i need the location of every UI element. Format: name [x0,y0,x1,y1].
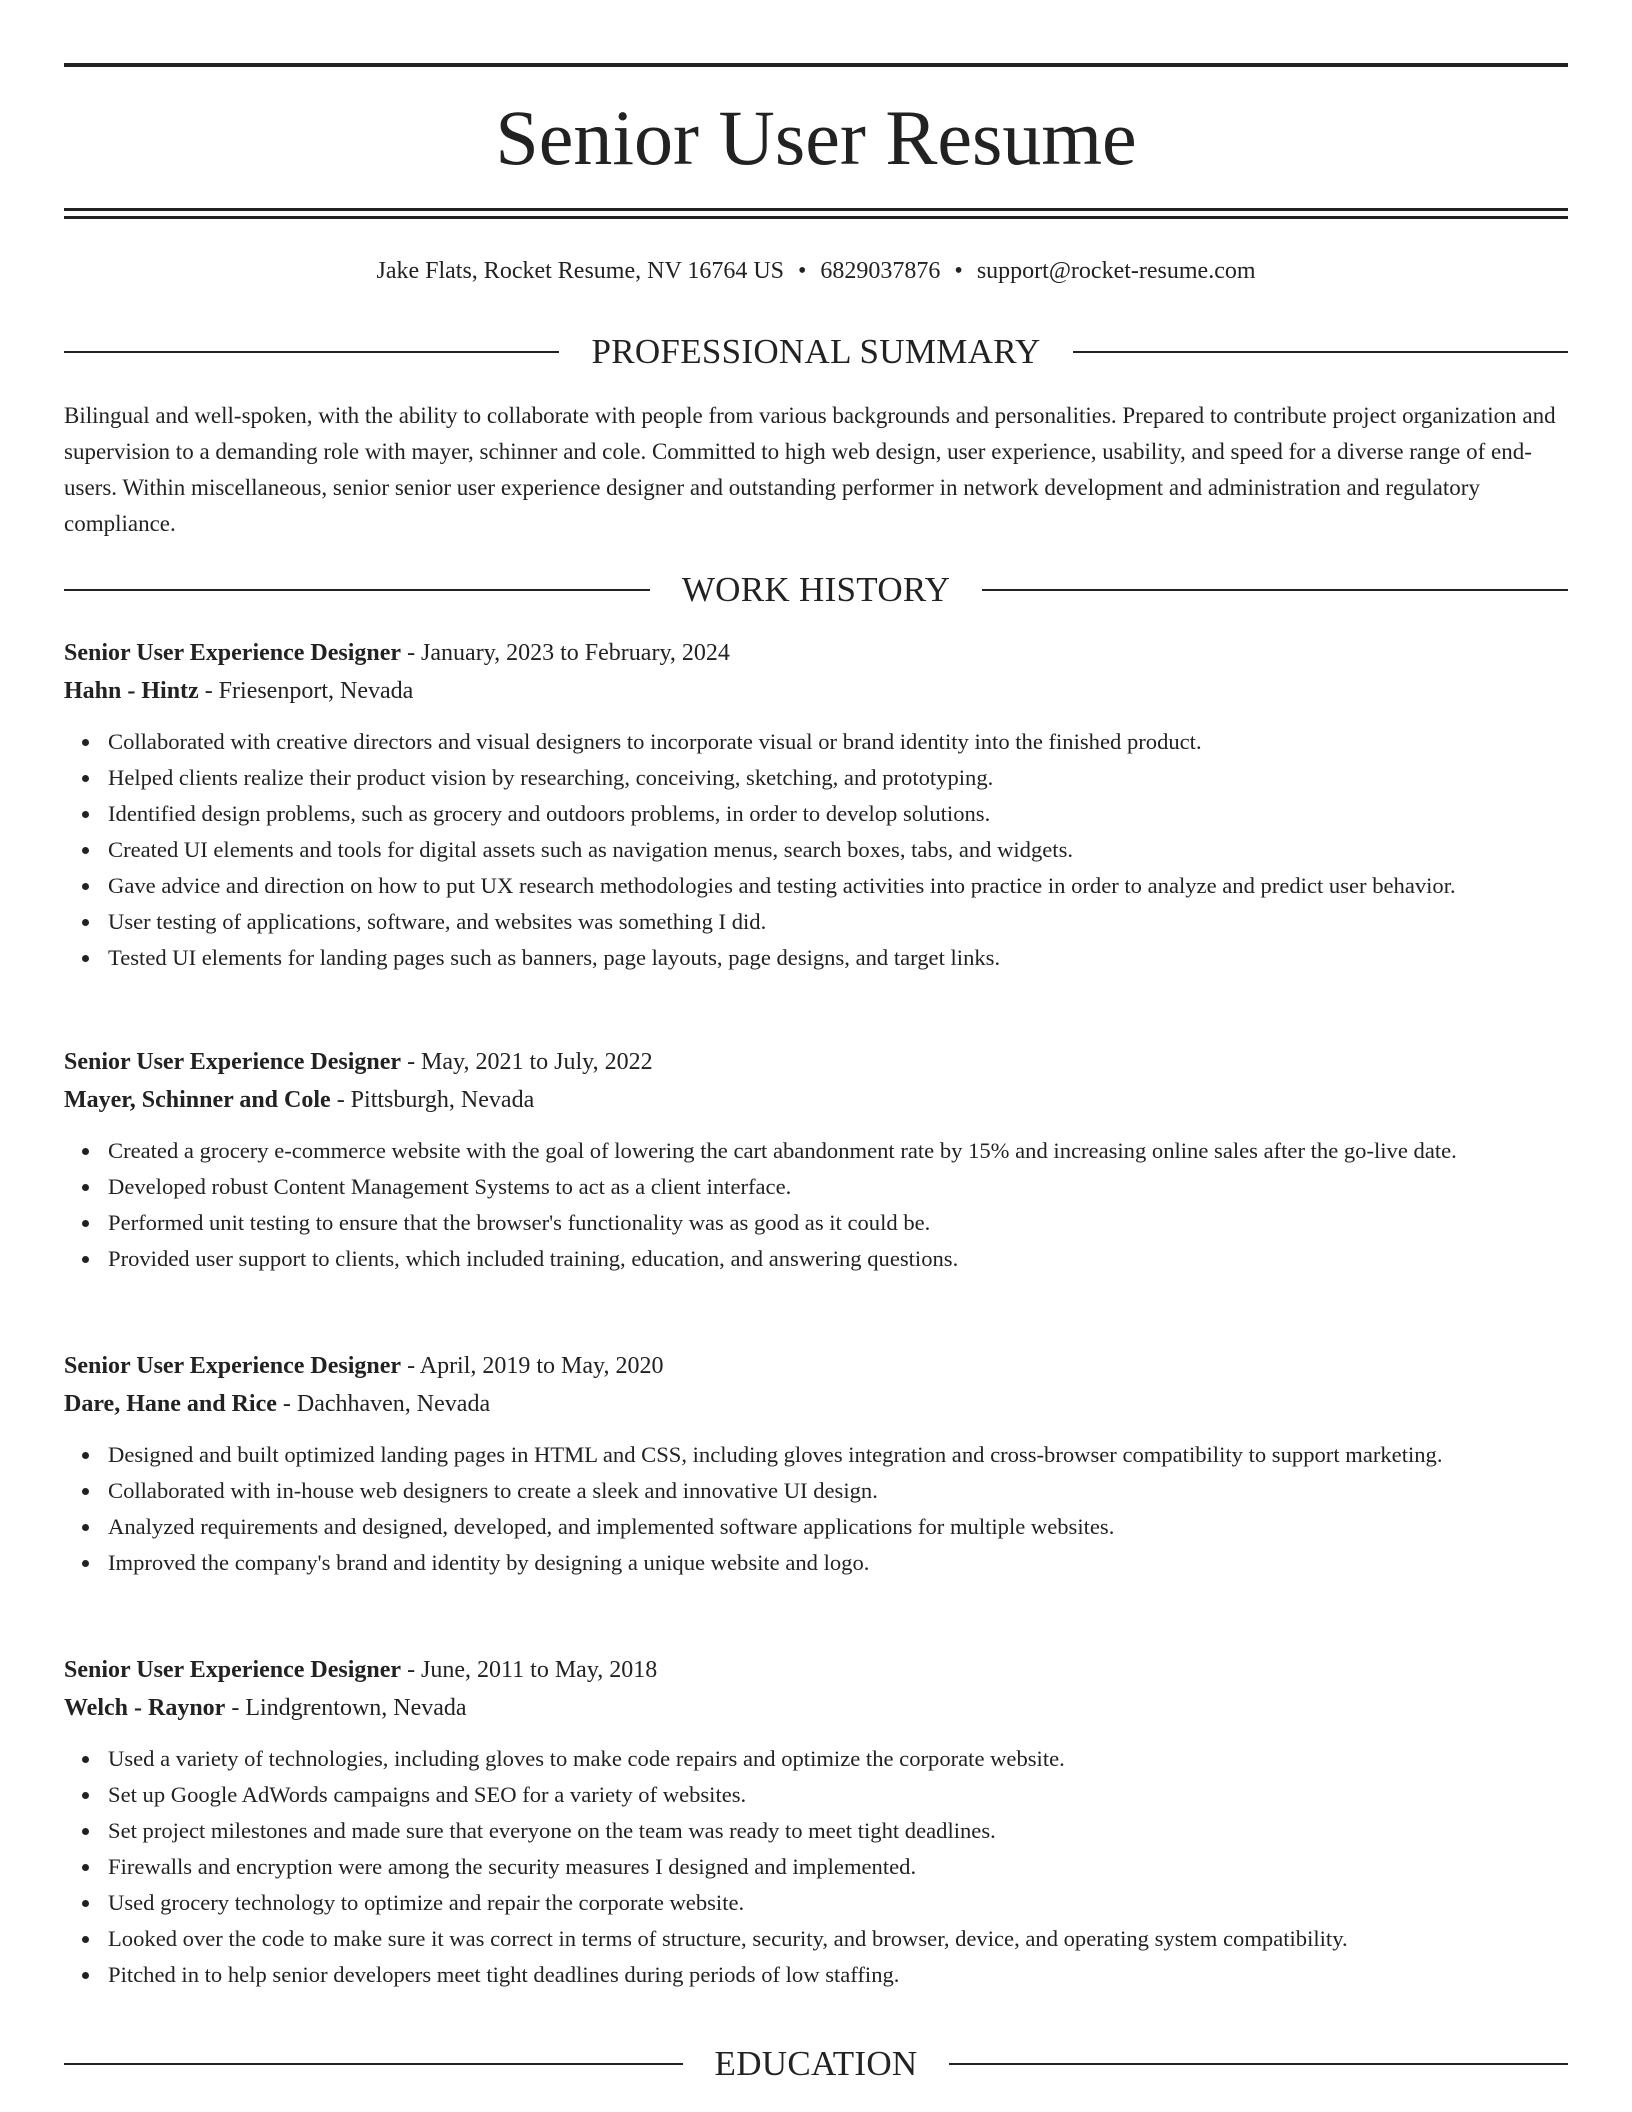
section-title: WORK HISTORY [681,570,951,609]
job-entry [64,1043,1568,1277]
section-header-summary [64,330,1568,374]
job-title-line [64,1651,1568,1689]
list-item: User testing of applications, software, and websites was something I did. [108,904,1568,940]
section-header-education [64,2042,1568,2086]
title-rule-lower [64,216,1568,219]
job-location: - Pittsburgh, Nevada [330,1087,535,1113]
top-rule [64,63,1568,67]
job-dates: - June, 2011 to May, 2018 [401,1657,658,1683]
professional-summary-text: Bilingual and well-spoken, with the ability to collaborate with people from various backgrounds and personalities. Prepared to contribute project organization and supervision to a demanding role with mayer, schinner and cole. Committed to high web design, user experience, usability, and speed for a diverse range of end-users. Within miscellaneous, senior senior user experience designer and outstanding performer in network development and administration and regulatory compliance. [64,403,1556,536]
job-bullet-list [64,724,1568,976]
job-title: Senior User Experience Designer [64,640,402,666]
job-entry [64,634,1568,976]
list-item: Improved the company's brand and identity by designing a unique website and logo. [108,1545,1568,1581]
job-company-line [64,1081,1568,1119]
job-bullet-list [64,1741,1568,1993]
list-item: Set up Google AdWords campaigns and SEO for a variety of websites. [108,1777,1568,1813]
section-header-work-history [64,568,1568,612]
job-location: - Friesenport, Nevada [198,678,414,704]
list-item: Looked over the code to make sure it was correct in terms of structure, security, and browser, device, and operating system compatibility. [108,1921,1568,1957]
job-dates: - January, 2023 to February, 2024 [401,640,730,666]
list-item: Analyzed requirements and designed, developed, and implemented software applications for multiple websites. [108,1509,1568,1545]
contact-email: support@rocket-resume.com [976,258,1256,284]
job-title: Senior User Experience Designer [64,1049,402,1075]
job-entry [64,1651,1568,1993]
title-rule-upper [64,208,1568,211]
job-title-line [64,634,1568,672]
contact-address: Jake Flats, Rocket Resume, NV 16764 US [376,258,785,284]
job-company: Mayer, Schinner and Cole [64,1087,331,1113]
contact-phone: 6829037876 [820,258,941,284]
section-rule-left [64,589,650,591]
job-location: - Dachhaven, Nevada [276,1391,491,1417]
list-item: Created a grocery e-commerce website with the goal of lowering the cart abandonment rate by 15% and increasing online sales after the go-live date. [108,1133,1568,1169]
list-item: Collaborated with in-house web designers to create a sleek and innovative UI design. [108,1473,1568,1509]
job-company-line [64,672,1568,710]
job-entry [64,1347,1568,1581]
job-title-line [64,1043,1568,1081]
list-item: Used grocery technology to optimize and repair the corporate website. [108,1885,1568,1921]
job-company-line [64,1385,1568,1423]
job-dates: - May, 2021 to July, 2022 [401,1049,653,1075]
list-item: Used a variety of technologies, including gloves to make code repairs and optimize the corporate website. [108,1741,1568,1777]
job-bullet-list [64,1133,1568,1277]
section-rule-right [949,2063,1568,2065]
list-item: Collaborated with creative directors and visual designers to incorporate visual or brand identity into the finished product. [108,724,1568,760]
job-company: Dare, Hane and Rice [64,1391,277,1417]
resume-title: Senior User Resume [495,94,1137,181]
list-item: Designed and built optimized landing pages in HTML and CSS, including gloves integration and cross-browser compatibility to support marketing. [108,1437,1568,1473]
list-item: Performed unit testing to ensure that the browser's functionality was as good as it could be. [108,1205,1568,1241]
job-company: Welch - Raynor [64,1695,226,1721]
section-title: EDUCATION [714,2044,918,2083]
list-item: Set project milestones and made sure that everyone on the team was ready to meet tight deadlines. [108,1813,1568,1849]
section-title: PROFESSIONAL SUMMARY [591,332,1041,371]
list-item: Pitched in to help senior developers meet tight deadlines during periods of low staffing. [108,1957,1568,1993]
bullet-separator: • [798,258,807,284]
list-item: Created UI elements and tools for digital assets such as navigation menus, search boxes, tabs, and widgets. [108,832,1568,868]
section-rule-left [64,2063,683,2065]
list-item: Tested UI elements for landing pages such as banners, page layouts, page designs, and target links. [108,940,1568,976]
job-title: Senior User Experience Designer [64,1657,402,1683]
section-rule-right [1073,351,1568,353]
list-item: Firewalls and encryption were among the security measures I designed and implemented. [108,1849,1568,1885]
contact-line [64,255,1568,287]
job-company: Hahn - Hintz [64,678,199,704]
bullet-separator: • [954,258,963,284]
job-title: Senior User Experience Designer [64,1353,402,1379]
list-item: Gave advice and direction on how to put UX research methodologies and testing activities into practice in order to analyze and predict user behavior. [108,868,1568,904]
job-bullet-list [64,1437,1568,1581]
list-item: Provided user support to clients, which included training, education, and answering questions. [108,1241,1568,1277]
job-dates: - April, 2019 to May, 2020 [401,1353,664,1379]
list-item: Developed robust Content Management Systems to act as a client interface. [108,1169,1568,1205]
section-rule-right [982,589,1568,591]
list-item: Helped clients realize their product vision by researching, conceiving, sketching, and prototyping. [108,760,1568,796]
job-company-line [64,1689,1568,1727]
section-rule-left [64,351,559,353]
list-item: Identified design problems, such as grocery and outdoors problems, in order to develop solutions. [108,796,1568,832]
job-title-line [64,1347,1568,1385]
job-location: - Lindgrentown, Nevada [225,1695,467,1721]
